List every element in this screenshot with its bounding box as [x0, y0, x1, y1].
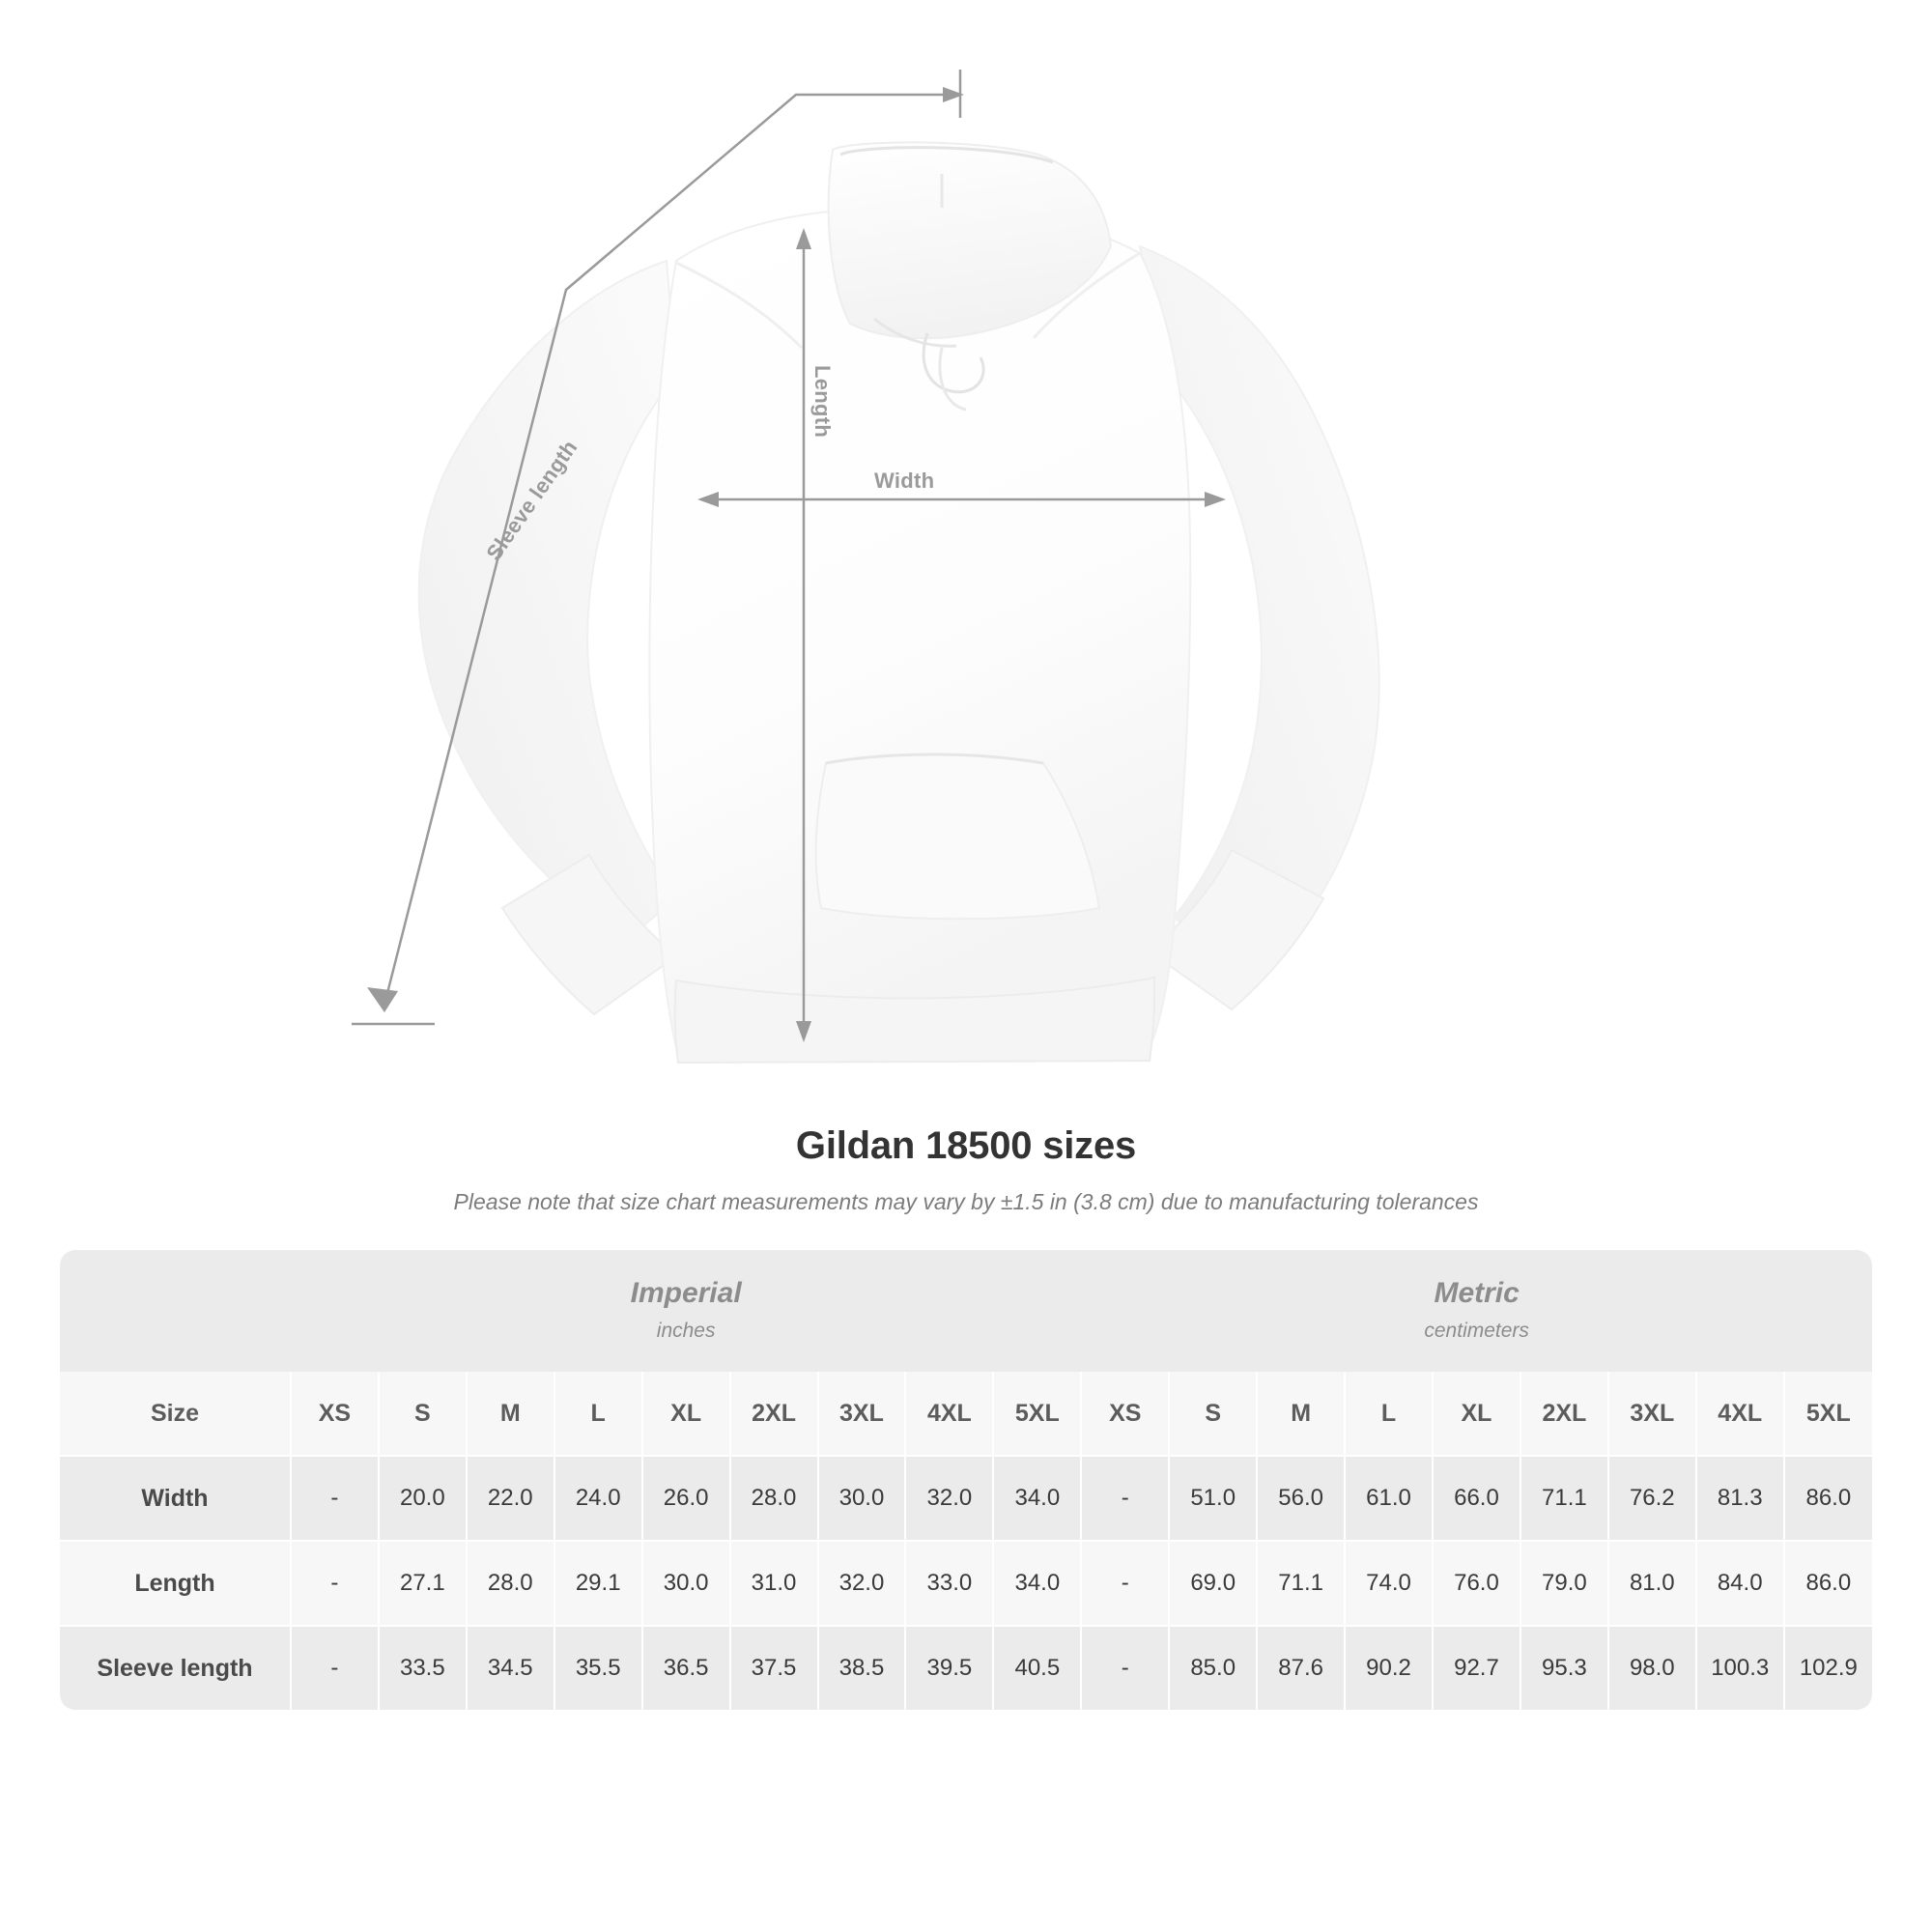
cell-sleeve-metric-l: 90.2 — [1345, 1626, 1433, 1710]
cell-length-imperial-xl: 30.0 — [642, 1541, 730, 1626]
cell-length-metric-5xl: 86.0 — [1784, 1541, 1872, 1626]
cell-length-imperial-m: 28.0 — [467, 1541, 554, 1626]
cell-width-imperial-s: 20.0 — [379, 1456, 467, 1541]
cell-length-imperial-4xl: 33.0 — [905, 1541, 993, 1626]
cell-width-metric-s: 51.0 — [1169, 1456, 1257, 1541]
cell-length-imperial-2xl: 31.0 — [730, 1541, 818, 1626]
cell-sleeve-metric-5xl: 102.9 — [1784, 1626, 1872, 1710]
size-col-metric-l: L — [1345, 1372, 1433, 1456]
unit-cell-imperial — [291, 1250, 1081, 1372]
cell-sleeve-imperial-l: 35.5 — [554, 1626, 642, 1710]
cell-width-metric-3xl: 76.2 — [1608, 1456, 1696, 1541]
cell-sleeve-metric-4xl: 100.3 — [1696, 1626, 1784, 1710]
cell-length-imperial-s: 27.1 — [379, 1541, 467, 1626]
row-label-sleeve-length: Sleeve length — [60, 1626, 291, 1710]
cell-length-imperial-xs: - — [291, 1541, 379, 1626]
cell-length-metric-2xl: 79.0 — [1520, 1541, 1608, 1626]
size-col-metric-s: S — [1169, 1372, 1257, 1456]
cell-sleeve-imperial-5xl: 40.5 — [993, 1626, 1081, 1710]
cell-length-imperial-5xl: 34.0 — [993, 1541, 1081, 1626]
cell-length-metric-l: 74.0 — [1345, 1541, 1433, 1626]
width-dimension-label: Width — [874, 469, 935, 493]
table-row — [60, 1456, 1872, 1541]
size-col-imperial-xs: XS — [291, 1372, 379, 1456]
size-col-metric-m: M — [1257, 1372, 1345, 1456]
size-col-imperial-2xl: 2XL — [730, 1372, 818, 1456]
size-col-metric-2xl: 2XL — [1520, 1372, 1608, 1456]
cell-sleeve-imperial-xl: 36.5 — [642, 1626, 730, 1710]
size-col-imperial-4xl: 4XL — [905, 1372, 993, 1456]
size-col-metric-4xl: 4XL — [1696, 1372, 1784, 1456]
size-col-imperial-s: S — [379, 1372, 467, 1456]
size-table — [60, 1250, 1872, 1710]
unit-name-imperial: Imperial — [630, 1277, 742, 1309]
cell-width-imperial-3xl: 30.0 — [818, 1456, 906, 1541]
size-col-imperial-l: L — [554, 1372, 642, 1456]
size-col-metric-xs: XS — [1081, 1372, 1169, 1456]
cell-width-metric-2xl: 71.1 — [1520, 1456, 1608, 1541]
unit-sub-imperial: inches — [656, 1320, 716, 1342]
size-col-imperial-3xl: 3XL — [818, 1372, 906, 1456]
cell-width-imperial-2xl: 28.0 — [730, 1456, 818, 1541]
heading-block — [0, 1124, 1932, 1215]
cell-sleeve-imperial-s: 33.5 — [379, 1626, 467, 1710]
page-title: Gildan 18500 sizes — [795, 1124, 1137, 1167]
cell-length-metric-m: 71.1 — [1257, 1541, 1345, 1626]
size-col-imperial-xl: XL — [642, 1372, 730, 1456]
cell-width-metric-4xl: 81.3 — [1696, 1456, 1784, 1541]
cell-sleeve-metric-3xl: 98.0 — [1608, 1626, 1696, 1710]
sleeve-length-dimension-label: Sleeve length — [481, 435, 582, 565]
size-col-imperial-5xl: 5XL — [993, 1372, 1081, 1456]
cell-width-metric-xs: - — [1081, 1456, 1169, 1541]
cell-sleeve-metric-2xl: 95.3 — [1520, 1626, 1608, 1710]
cell-length-imperial-l: 29.1 — [554, 1541, 642, 1626]
cell-sleeve-imperial-4xl: 39.5 — [905, 1626, 993, 1710]
cell-length-imperial-3xl: 32.0 — [818, 1541, 906, 1626]
cell-width-imperial-l: 24.0 — [554, 1456, 642, 1541]
size-header-row — [60, 1372, 1872, 1456]
cell-sleeve-imperial-xs: - — [291, 1626, 379, 1710]
cell-length-metric-3xl: 81.0 — [1608, 1541, 1696, 1626]
cell-sleeve-metric-xl: 92.7 — [1433, 1626, 1520, 1710]
cell-sleeve-metric-xs: - — [1081, 1626, 1169, 1710]
size-table-wrapper — [60, 1250, 1872, 1710]
cell-sleeve-metric-s: 85.0 — [1169, 1626, 1257, 1710]
cell-length-metric-4xl: 84.0 — [1696, 1541, 1784, 1626]
cell-width-metric-5xl: 86.0 — [1784, 1456, 1872, 1541]
cell-width-metric-xl: 66.0 — [1433, 1456, 1520, 1541]
cell-sleeve-imperial-m: 34.5 — [467, 1626, 554, 1710]
cell-width-imperial-5xl: 34.0 — [993, 1456, 1081, 1541]
cell-width-imperial-m: 22.0 — [467, 1456, 554, 1541]
cell-sleeve-imperial-2xl: 37.5 — [730, 1626, 818, 1710]
size-col-metric-xl: XL — [1433, 1372, 1520, 1456]
row-label-length: Length — [60, 1541, 291, 1626]
cell-width-imperial-xs: - — [291, 1456, 379, 1541]
length-dimension-label: Length — [810, 365, 835, 439]
table-row — [60, 1541, 1872, 1626]
table-row — [60, 1626, 1872, 1710]
size-col-metric-5xl: 5XL — [1784, 1372, 1872, 1456]
unit-sub-metric: centimeters — [1424, 1320, 1529, 1342]
unit-header-row — [60, 1250, 1872, 1372]
cell-width-imperial-4xl: 32.0 — [905, 1456, 993, 1541]
tolerance-note: Please note that size chart measurements may vary by ±1.5 in (3.8 cm) due to manufacturing tolerances — [453, 1189, 1479, 1214]
cell-sleeve-metric-m: 87.6 — [1257, 1626, 1345, 1710]
size-header-cell: Size — [60, 1372, 291, 1456]
size-col-metric-3xl: 3XL — [1608, 1372, 1696, 1456]
unit-cell-metric — [1081, 1250, 1872, 1372]
cell-length-metric-s: 69.0 — [1169, 1541, 1257, 1626]
cell-width-metric-l: 61.0 — [1345, 1456, 1433, 1541]
unit-spacer-cell — [60, 1250, 291, 1372]
unit-name-metric: Metric — [1434, 1277, 1520, 1309]
cell-length-metric-xs: - — [1081, 1541, 1169, 1626]
cell-length-metric-xl: 76.0 — [1433, 1541, 1520, 1626]
size-col-imperial-m: M — [467, 1372, 554, 1456]
cell-width-metric-m: 56.0 — [1257, 1456, 1345, 1541]
cell-sleeve-imperial-3xl: 38.5 — [818, 1626, 906, 1710]
cell-width-imperial-xl: 26.0 — [642, 1456, 730, 1541]
row-label-width: Width — [60, 1456, 291, 1541]
